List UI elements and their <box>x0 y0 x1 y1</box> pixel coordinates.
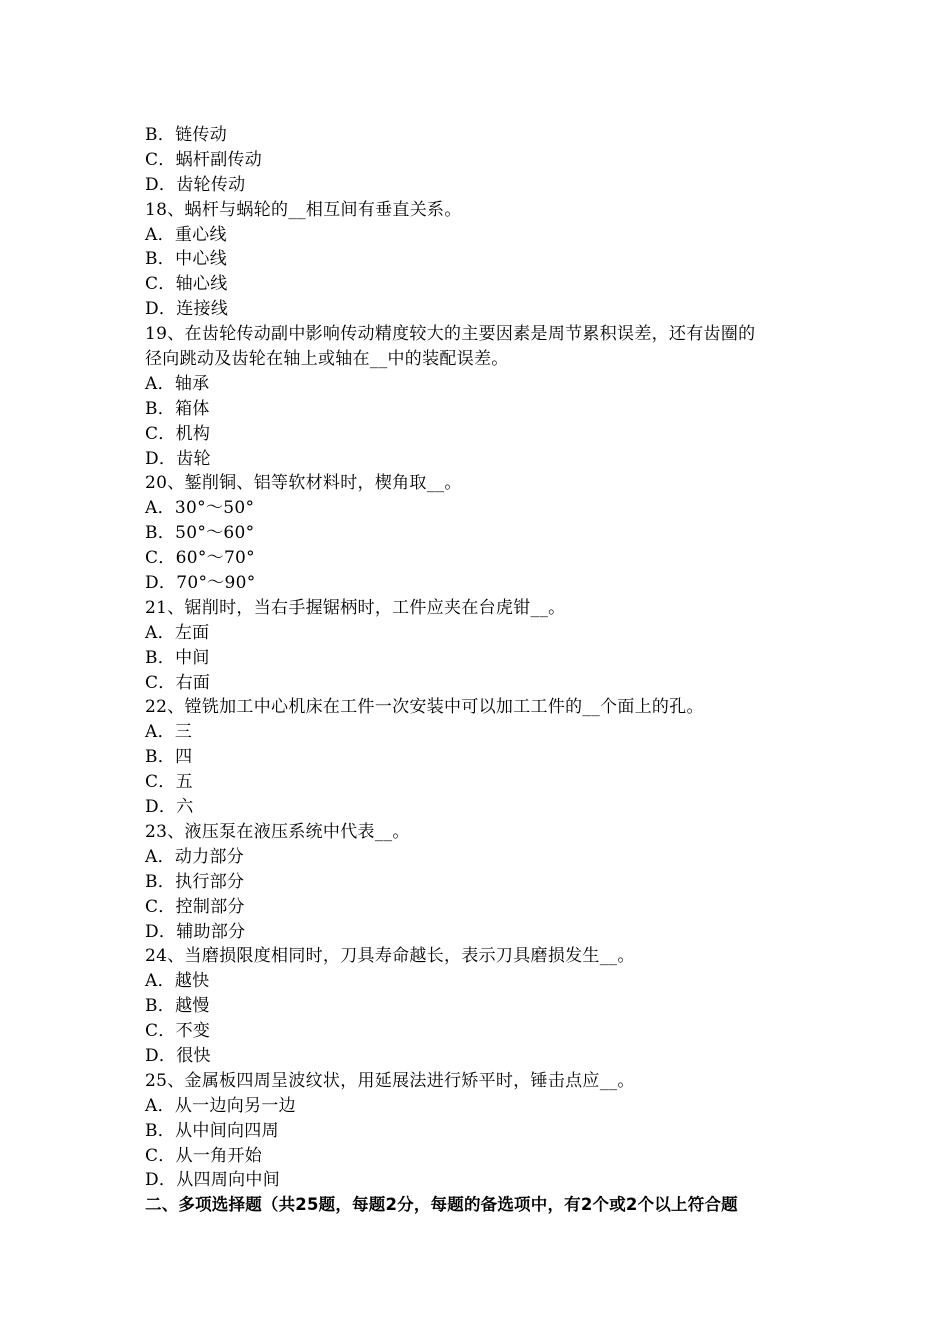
option-22-d: D．六 <box>145 797 194 818</box>
document-body <box>145 123 815 1218</box>
option-17-d: D．齿轮传动 <box>145 174 246 195</box>
option-20-c: C．60°～70° <box>145 548 255 569</box>
option-23-b: B．执行部分 <box>145 871 245 892</box>
option-24-a: A．越快 <box>145 971 210 992</box>
option-20-a: A．30°～50° <box>145 498 255 519</box>
option-19-c: C．机构 <box>145 423 211 444</box>
option-19-d: D．齿轮 <box>145 448 211 469</box>
option-22-c: C．五 <box>145 772 193 793</box>
question-21: 21、锯削时，当右手握锯柄时，工件应夹在台虎钳__。 <box>145 597 566 618</box>
option-24-b: B．越慢 <box>145 996 210 1017</box>
question-23: 23、液压泵在液压系统中代表__。 <box>145 821 410 842</box>
option-24-c: C．不变 <box>145 1021 211 1042</box>
question-24: 24、当磨损限度相同时，刀具寿命越长，表示刀具磨损发生__。 <box>145 946 635 967</box>
option-17-c: C．蜗杆副传动 <box>145 149 263 170</box>
option-22-b: B．四 <box>145 747 193 768</box>
option-25-d: D．从四周向中间 <box>145 1170 281 1191</box>
option-21-c: C．右面 <box>145 672 211 693</box>
option-19-b: B．箱体 <box>145 398 210 419</box>
option-18-c: C．轴心线 <box>145 274 228 295</box>
option-21-a: A．左面 <box>145 622 210 643</box>
question-19-line-2: 径向跳动及齿轮在轴上或轴在__中的装配误差。 <box>145 349 509 370</box>
section-heading: 二、多项选择题（共25题，每题2分，每题的备选项中，有2个或2个以上符合题 <box>145 1195 738 1215</box>
option-18-b: B．中心线 <box>145 249 227 270</box>
option-22-a: A．三 <box>145 722 193 743</box>
option-25-a: A．从一边向另一边 <box>145 1095 296 1116</box>
option-17-b: B．链传动 <box>145 125 227 145</box>
option-20-b: B．50°～60° <box>145 523 255 544</box>
option-25-c: C．从一角开始 <box>145 1145 263 1166</box>
question-19-line-1: 19、在齿轮传动副中影响传动精度较大的主要因素是周节累积误差，还有齿圈的 <box>145 324 756 345</box>
option-18-a: A．重心线 <box>145 224 227 245</box>
option-23-a: A．动力部分 <box>145 846 245 867</box>
option-25-b: B．从中间向四周 <box>145 1120 279 1141</box>
question-20: 20、錾削铜、铝等软材料时，楔角取__。 <box>145 473 462 494</box>
question-18: 18、蜗杆与蜗轮的__相互间有垂直关系。 <box>145 199 462 220</box>
question-25: 25、金属板四周呈波纹状，用延展法进行矫平时，锤击点应__。 <box>145 1070 635 1091</box>
option-23-d: D．辅助部分 <box>145 921 246 942</box>
option-24-d: D．很快 <box>145 1045 211 1066</box>
option-23-c: C．控制部分 <box>145 896 245 917</box>
option-19-a: A．轴承 <box>145 373 210 394</box>
question-22: 22、镗铣加工中心机床在工件一次安装中可以加工工件的__个面上的孔。 <box>145 697 704 718</box>
option-20-d: D．70°～90° <box>145 573 256 594</box>
option-18-d: D．连接线 <box>145 299 229 320</box>
option-21-b: B．中间 <box>145 647 210 668</box>
